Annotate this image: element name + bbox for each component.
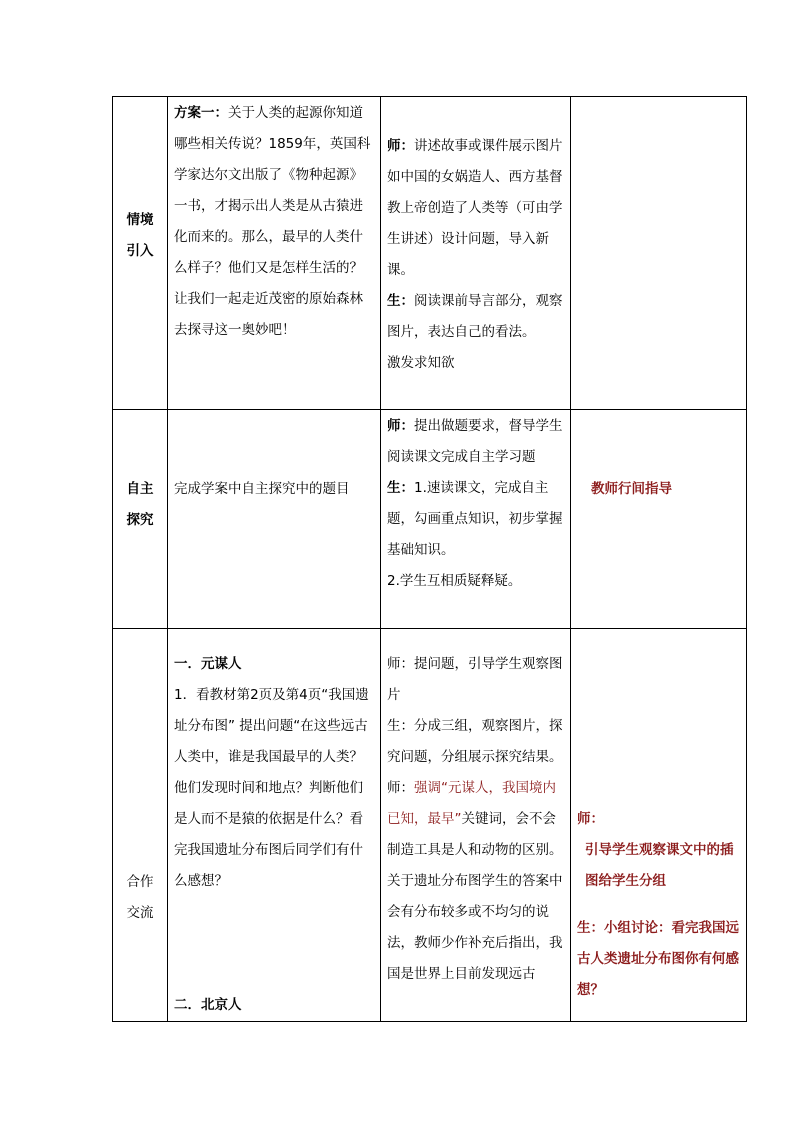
row-label-cooperate: 合作 交流 — [113, 629, 168, 1022]
content-cell-intro — [168, 97, 381, 410]
note-cell-intro — [571, 97, 747, 410]
activity-cell-intro: 师：讲述故事或课件展示图片 如中国的女娲造人、西方基督教上帝创造了人类等（可由学生讲述）设计问题，导入新课。 生：阅读课前导言部分，观察图片，表达自己的看法。 激发求知欲 — [381, 97, 571, 410]
content-cell-cooperate: 一．元谋人 1．看教材第2页及第4页“我国遗址分布图” 提出问题“在这些远古人类中，谁是我国最早的人类？他们发现时间和地点？判断他们是人而不是猿的依据是什么？看完我国遗址分布图后同学们有什么感想？ 二．北京人 — [168, 629, 381, 1022]
table-row-intro — [113, 97, 747, 410]
plan-title: 方案一： — [174, 105, 228, 121]
lesson-plan-table — [112, 96, 747, 1022]
note-cell-cooperate: 师： 引导学生观察课文中的插图给学生分组 生：小组讨论：看完我国远古人类遗址分布图你有何感想？ — [571, 629, 747, 1022]
row-label-explore: 自主 探究 — [113, 410, 168, 629]
content-cell-explore: 完成学案中自主探究中的题目 — [168, 410, 381, 629]
note-cell-explore — [571, 410, 747, 629]
plan-text: 关于人类的起源你知道哪些相关传说？1859年，英国科学家达尔文出版了《物种起源》一书，才揭示出人类是从古猿进化而来的。那么，最早的人类什么样子？他们又是怎样生活的？让我们一起走近茂密的原始森林去探寻这一奥妙吧！ — [174, 105, 371, 338]
table-row-cooperate — [113, 629, 747, 1022]
activity-cell-cooperate: 师：提问题，引导学生观察图片 生：分成三组，观察图片，探究问题，分组展示探究结果。 师：强调“元谋人，我国境内已知，最早”关键词，会不会制造工具是人和动物的区别。关于遗址分布图学生的答案中会有分布较多或不均匀的说法，教师少作补充后指出，我国是世界上目前发现远古 — [381, 629, 571, 1022]
row-label-intro: 情境 引入 — [113, 97, 168, 410]
activity-cell-explore: 师：提出做题要求，督导学生阅读课文完成自主学习题 生：1.速读课文，完成自主题，勾画重点知识，初步掌握基础知识。 2.学生互相质疑释疑。 — [381, 410, 571, 629]
teacher-guidance-note: 教师行间指导 — [591, 481, 672, 497]
table-row-explore — [113, 410, 747, 629]
